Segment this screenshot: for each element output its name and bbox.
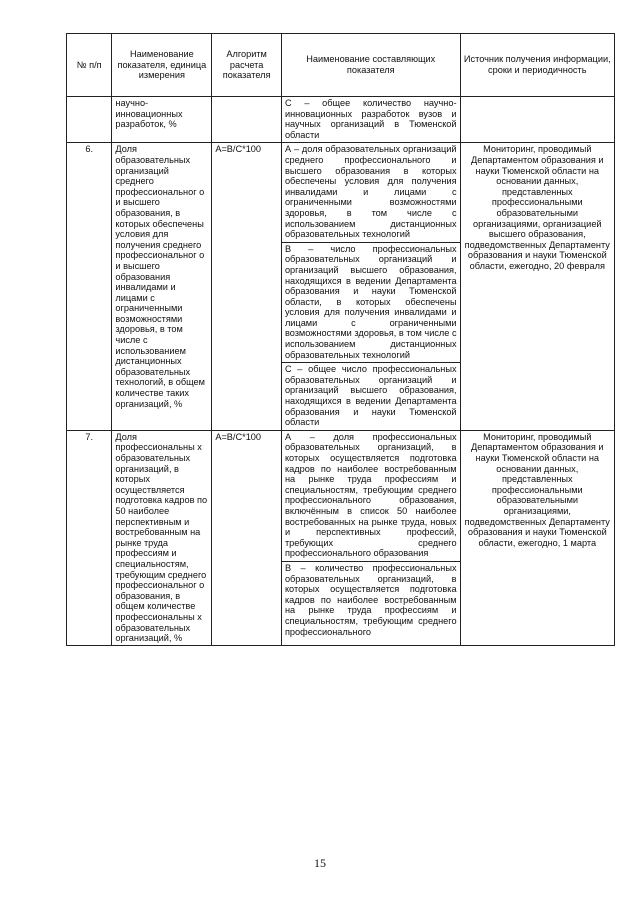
- component-item: С – общее количество научно-инновационных разработок вузов и научных организаций в Тюменской области: [284, 98, 457, 140]
- row-name: Доля образовательных организаций среднего профессиональног о и высшего образования, в которых обеспечены условия для получения среднего профессиональног о и высшего образования инвалидами и лицами с ограниченными возможностями здоровья, в том числе с использованием дистанционных образовательных технологий, в общем количестве таких организаций, %: [112, 143, 212, 430]
- row-components: [281, 143, 460, 430]
- component-item: А – доля профессиональных образовательных организаций, в которых осуществляется подготовка кадров по наиболее востребованным на рынке труда профессиям и специальностям, требующим среднего профессионального образования, включённым в список 50 наиболее востребованных на рынке труда, новых и перспективных профессий, требующих среднего профессионального образования: [284, 431, 457, 559]
- table-row: [67, 97, 615, 143]
- row-num: 7.: [67, 430, 112, 645]
- row-name: Доля профессиональны х образовательных организаций, в которых осуществляется подготовка кадров по 50 наиболее перспективным и востребованным на рынке труда профессиям и специальностям, требующим среднего профессиональног о образования, в общем количестве профессиональны х образовательных организаций, %: [112, 430, 212, 645]
- component-item: В – число профессиональных образовательных организаций и организаций высшего образования, находящихся в ведении Департамента образования и науки Тюменской области, в которых обеспечены условия для получения инвалидами и лицами с ограниченными возможностями здоровья, в том числе с использованием дистанционных образовательных технологий: [282, 242, 460, 363]
- header-algo: Алгоритм расчета показателя: [212, 34, 282, 97]
- row-source: Мониторинг, проводимый Департаментом образования и науки Тюменской области на основании данных, представленных профессиональными образовательными организациями, организацией высшего образования, подведомственных Департаменту образования и науки Тюменской области, ежегодно, 20 февраля: [460, 143, 614, 430]
- row-num: 6.: [67, 143, 112, 430]
- header-num: № п/п: [67, 34, 112, 97]
- table-row: [67, 430, 615, 645]
- component-item: В – количество профессиональных образовательных организаций, в которых осуществляется подготовка кадров по наиболее востребованным на рынке труда профессиям и специальностям, требующим среднего профессионального: [282, 561, 460, 639]
- table-header-row: [67, 34, 615, 97]
- page-number: 15: [314, 856, 326, 870]
- row-name: научно-инновационных разработок, %: [112, 97, 212, 143]
- indicator-table: [66, 33, 615, 646]
- header-name: Наименование показателя, единица измерения: [112, 34, 212, 97]
- header-components: Наименование составляющих показателя: [281, 34, 460, 97]
- table-row: [67, 143, 615, 430]
- row-algo: [212, 97, 282, 143]
- row-components: [281, 97, 460, 143]
- row-components: [281, 430, 460, 645]
- header-source: Источник получения информации, сроки и периодичность: [460, 34, 614, 97]
- row-source: [460, 97, 614, 143]
- row-algo: A=B/C*100: [212, 430, 282, 645]
- row-num: [67, 97, 112, 143]
- component-item: А – доля образовательных организаций среднего профессионального и высшего образования в которых обеспечены условия для получения инвалидами и лицами с ограниченными возможностями здоровья, в том числе с использованием дистанционных образовательных технологий: [284, 144, 457, 240]
- row-algo: A=B/C*100: [212, 143, 282, 430]
- component-item: С – общее число профессиональных образовательных организаций и организаций высшего образования, находящихся в ведении Департамента образования и науки Тюменской области: [282, 362, 460, 430]
- row-source: Мониторинг, проводимый Департаментом образования и науки Тюменской области на основании данных, представленных профессиональными образовательными организациями, подведомственных Департаменту образования и науки Тюменской области, ежегодно, 1 марта: [460, 430, 614, 645]
